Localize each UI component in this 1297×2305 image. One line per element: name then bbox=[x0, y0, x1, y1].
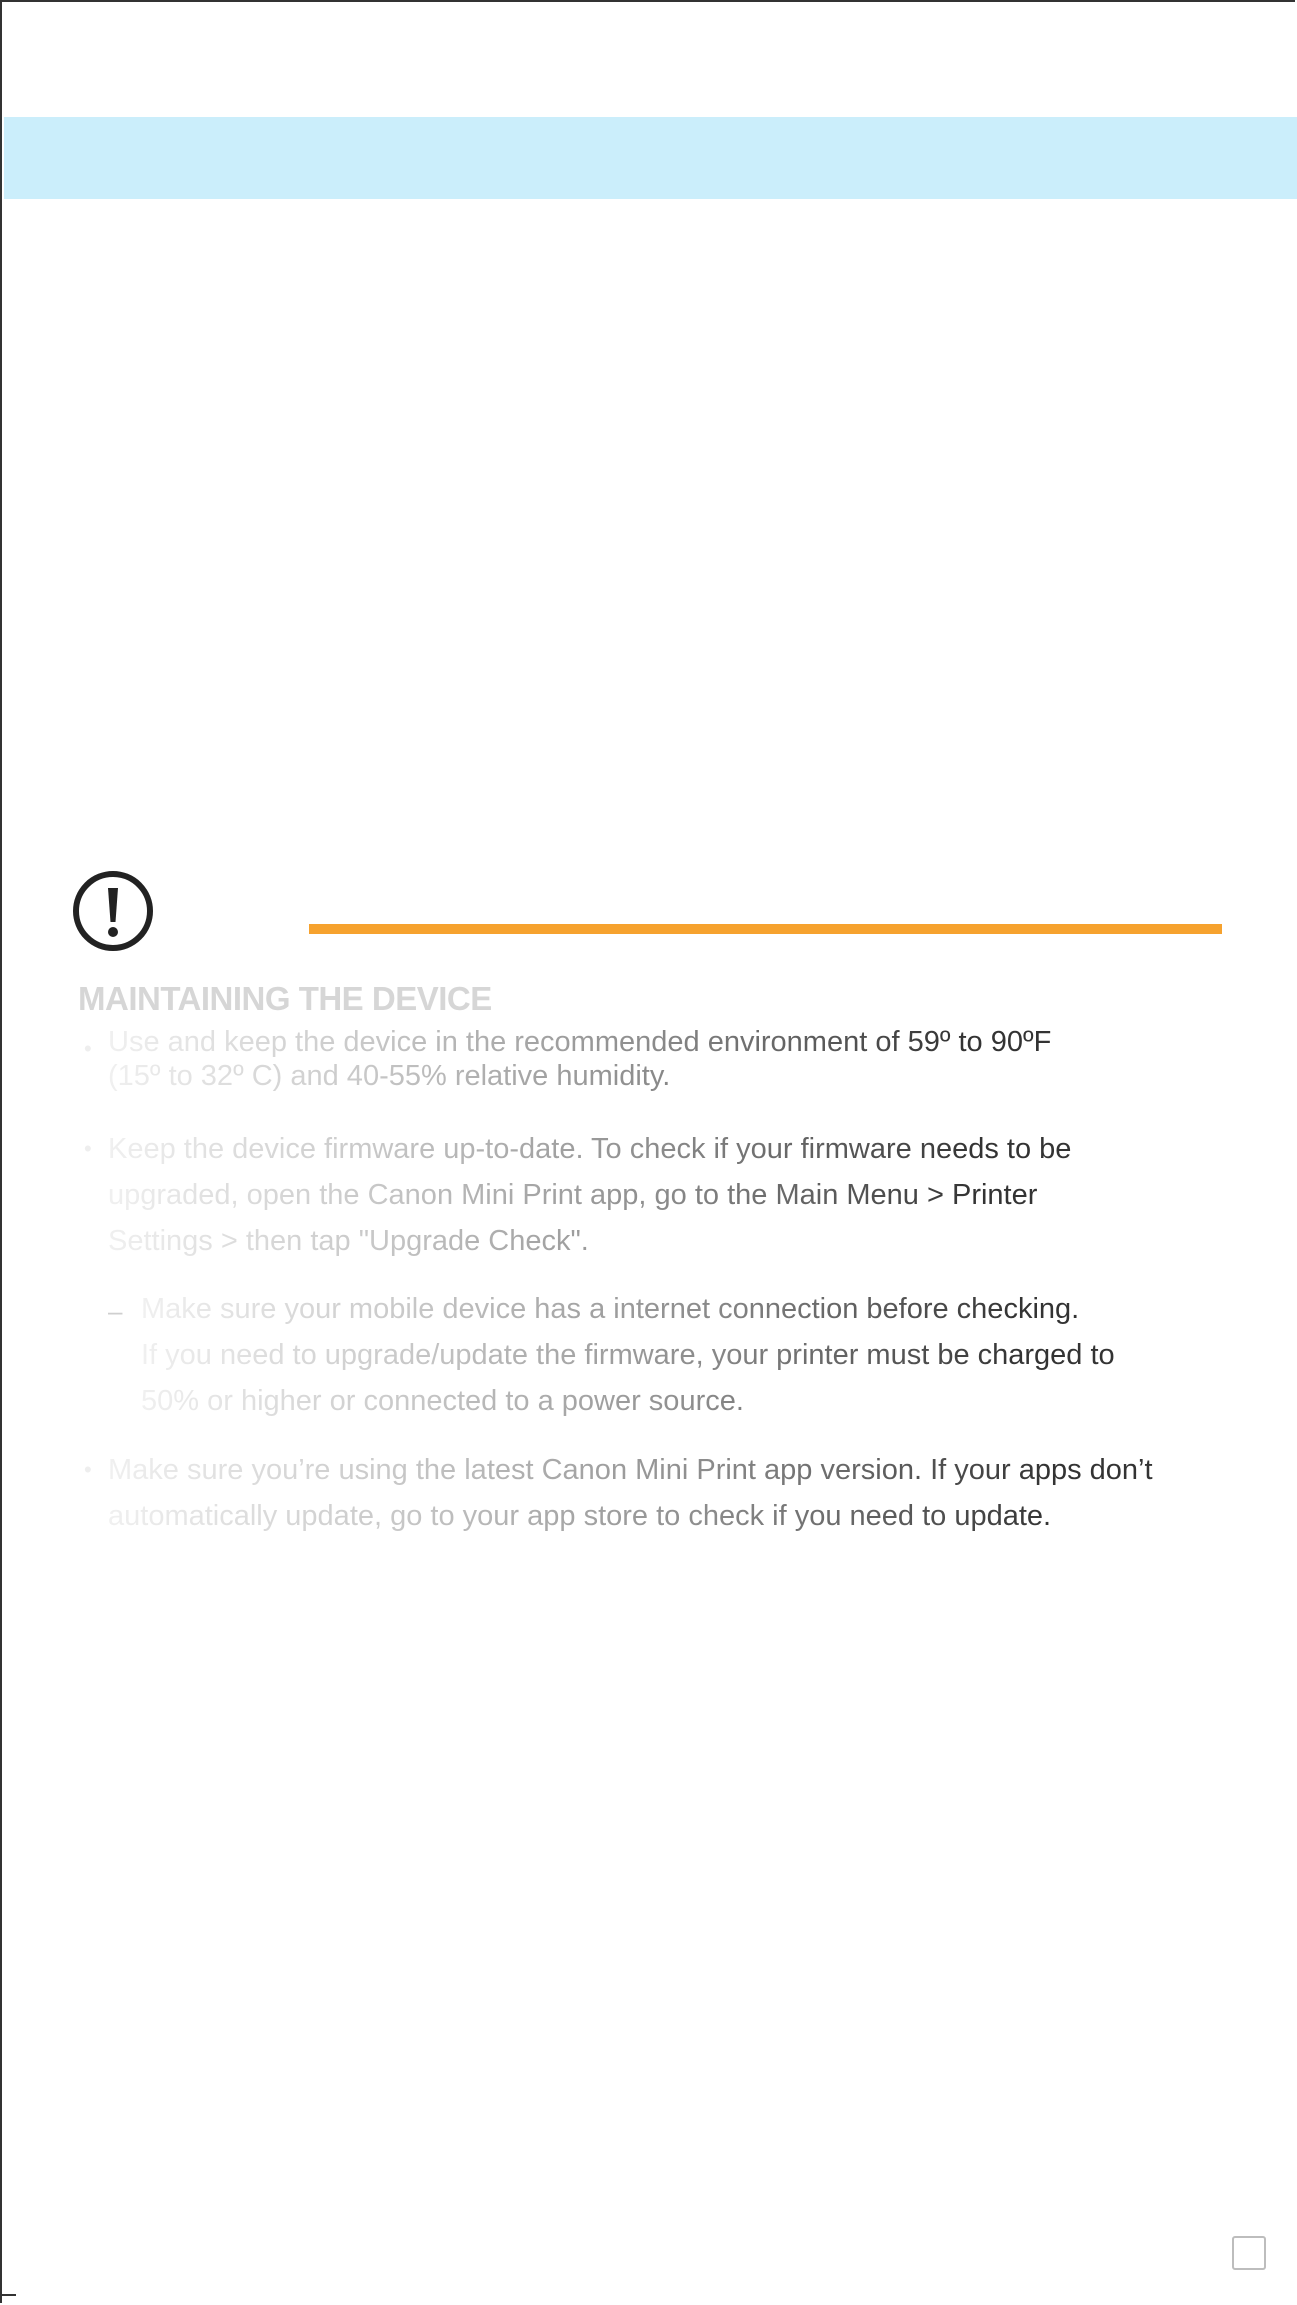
list-subitem-connection bbox=[141, 1286, 1115, 1424]
list-item-line: upgraded, open the Canon Mini Print app, go to the Main Menu > Printer bbox=[108, 1179, 1038, 1211]
list-item-line: Keep the device firmware up-to-date. To check if your firmware needs to be bbox=[108, 1133, 1072, 1165]
list-item-firmware bbox=[108, 1126, 1071, 1264]
list-item-environment bbox=[108, 1025, 1051, 1093]
list-item-line: Settings > then tap "Upgrade Check". bbox=[108, 1225, 589, 1257]
list-item-line: Make sure you’re using the latest Canon Mini Print app version. If your apps don’t bbox=[108, 1454, 1153, 1486]
section-heading: MAINTAINING THE DEVICE bbox=[78, 980, 492, 1017]
list-item-line: Use and keep the device in the recommended environment of 59º to 90ºF bbox=[108, 1026, 1052, 1058]
list-item-line: 50% or higher or connected to a power source. bbox=[141, 1385, 744, 1417]
corner-mark bbox=[2, 2294, 16, 2296]
exclamation-circle-icon bbox=[72, 870, 154, 952]
list-item-line: If you need to upgrade/update the firmware, your printer must be charged to bbox=[141, 1339, 1115, 1371]
list-item-line: automatically update, go to your app store to check if you need to update. bbox=[108, 1500, 1052, 1532]
list-item-line: (15º to 32º C) and 40-55% relative humidity. bbox=[108, 1060, 671, 1092]
bullet-marker: • bbox=[84, 1036, 92, 1061]
list-item-app-version bbox=[108, 1447, 1153, 1539]
section-divider bbox=[309, 924, 1222, 934]
bullet-marker: • bbox=[84, 1457, 92, 1482]
dash-marker: – bbox=[108, 1296, 123, 1326]
header-band bbox=[4, 117, 1297, 199]
bullet-marker: • bbox=[84, 1136, 92, 1161]
list-item-line: Make sure your mobile device has a internet connection before checking. bbox=[141, 1293, 1080, 1325]
page-number-box bbox=[1232, 2236, 1266, 2270]
